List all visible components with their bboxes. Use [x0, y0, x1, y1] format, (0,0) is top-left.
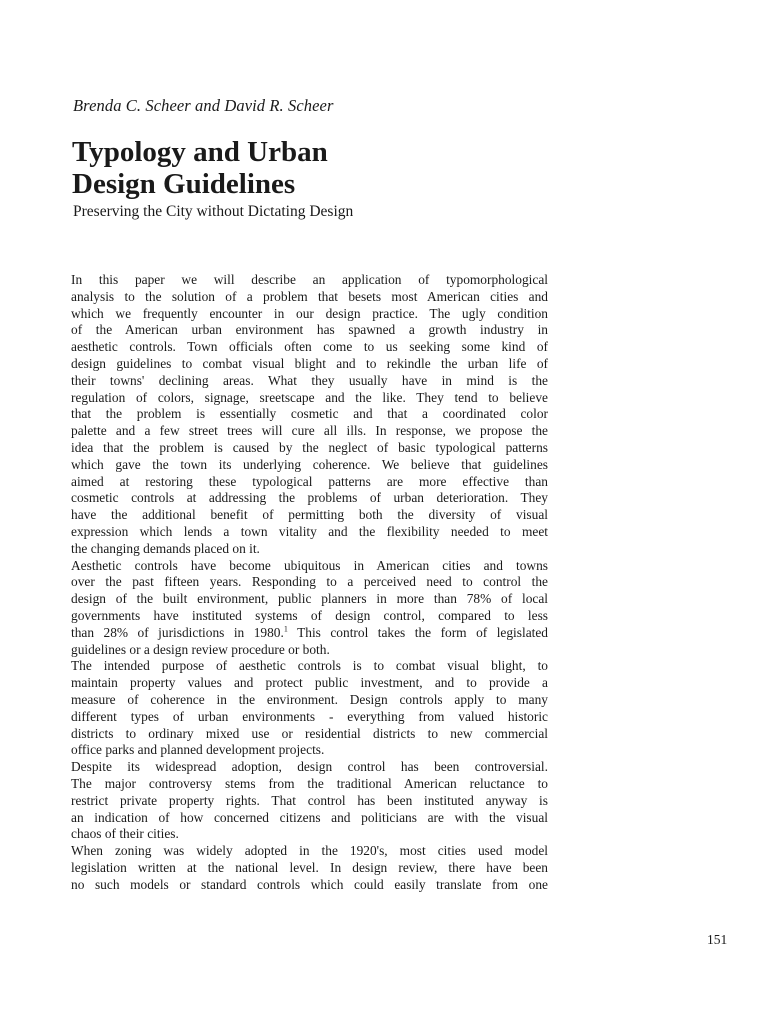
paragraph-3 [71, 658, 548, 759]
text-line: regulation of colors, signage, sreetscape and the like. They tend to believe [71, 389, 548, 405]
text-line: of the American urban environment has spawned a growth industry in [71, 322, 548, 338]
text-line: which we frequently encounter in our design practice. The ugly condition [71, 305, 548, 321]
authors: Brenda C. Scheer and David R. Scheer [73, 96, 334, 115]
text-line: idea that the problem is caused by the neglect of basic typological patterns [71, 439, 548, 455]
text-line: that the problem is essentially cosmetic and that a coordinated color [71, 406, 548, 422]
body-text [71, 272, 548, 893]
text-line: over the past fifteen years. Responding to a perceived need to control the [71, 574, 548, 590]
text-line: chaos of their cities. [71, 826, 179, 842]
page-number: 151 [707, 932, 728, 947]
text-line: no such models or standard controls which could easily translate from one [71, 876, 548, 892]
paper-subtitle: Preserving the City without Dictating Design [73, 203, 354, 220]
text-line: In this paper we will describe an application of typomorphological [71, 272, 548, 287]
text-line: maintain property values and protect public investment, and to provide a [71, 675, 548, 691]
text-line: restrict private property rights. That control has been instituted anyway is [71, 792, 548, 808]
text-line: an indication of how concerned citizens and politicians are with the visual [71, 809, 548, 825]
text-line: measure of coherence in the environment. Design controls apply to many [71, 691, 548, 707]
text-line: aimed at restoring these typological patterns are more effective than [71, 473, 548, 489]
text-line: cosmetic controls at addressing the problems of urban deterioration. They [71, 490, 548, 506]
text-line: aesthetic controls. Town officials often come to us seeking some kind of [71, 339, 548, 355]
title-line-2: Design Guidelines [72, 168, 296, 200]
text-line: analysis to the solution of a problem that besets most American cities and [71, 288, 548, 304]
text-line: governments have instituted systems of design control, compared to less [71, 607, 548, 623]
text-line: legislation written at the national level. In design review, there have been [71, 859, 548, 875]
text-line: The intended purpose of aesthetic controls is to combat visual blight, to [71, 658, 548, 674]
text-line: design guidelines to combat visual blight and to rekindle the urban life of [71, 355, 548, 371]
text-line: have the additional benefit of permitting both the diversity of visual [71, 507, 548, 523]
paragraph-4 [71, 759, 548, 843]
text-line: different types of urban environments - everything from valued historic [71, 708, 548, 724]
text-segment: than 28% of jurisdictions in 1980. [71, 624, 284, 640]
text-line: expression which lends a town vitality and the flexibility needed to meet [71, 523, 548, 539]
text-line: When zoning was widely adopted in the 1920's, most cities used model [71, 843, 548, 859]
text-line-with-footnote [71, 625, 548, 642]
text-line: districts to ordinary mixed use or residential districts to new commercial [71, 725, 548, 741]
text-line: Aesthetic controls have become ubiquitous in American cities and towns [71, 557, 548, 573]
paper-title [72, 136, 328, 200]
text-line: which gave the town its underlying coherence. We believe that guidelines [71, 456, 548, 472]
text-line: Despite its widespread adoption, design control has been controversial. [71, 759, 548, 775]
footnote-marker: 1 [283, 624, 288, 634]
text-line: palette and a few street trees will cure all ills. In response, we propose the [71, 423, 548, 439]
text-line: office parks and planned development projects. [71, 742, 325, 758]
title-line-1: Typology and Urban [72, 136, 328, 168]
paragraph-5 [71, 843, 548, 893]
text-line: the changing demands placed on it. [71, 540, 260, 556]
paragraph-1 [71, 272, 548, 558]
text-line: guidelines or a design review procedure or both. [71, 641, 330, 657]
text-line: design of the built environment, public planners in more than 78% of local [71, 591, 548, 607]
text-segment: This control takes the form of legislated [287, 624, 549, 640]
text-line: their towns' declining areas. What they usually have in mind is the [71, 372, 548, 388]
text-line: The major controversy stems from the traditional American reluctance to [71, 775, 548, 791]
paragraph-2 [71, 558, 548, 659]
